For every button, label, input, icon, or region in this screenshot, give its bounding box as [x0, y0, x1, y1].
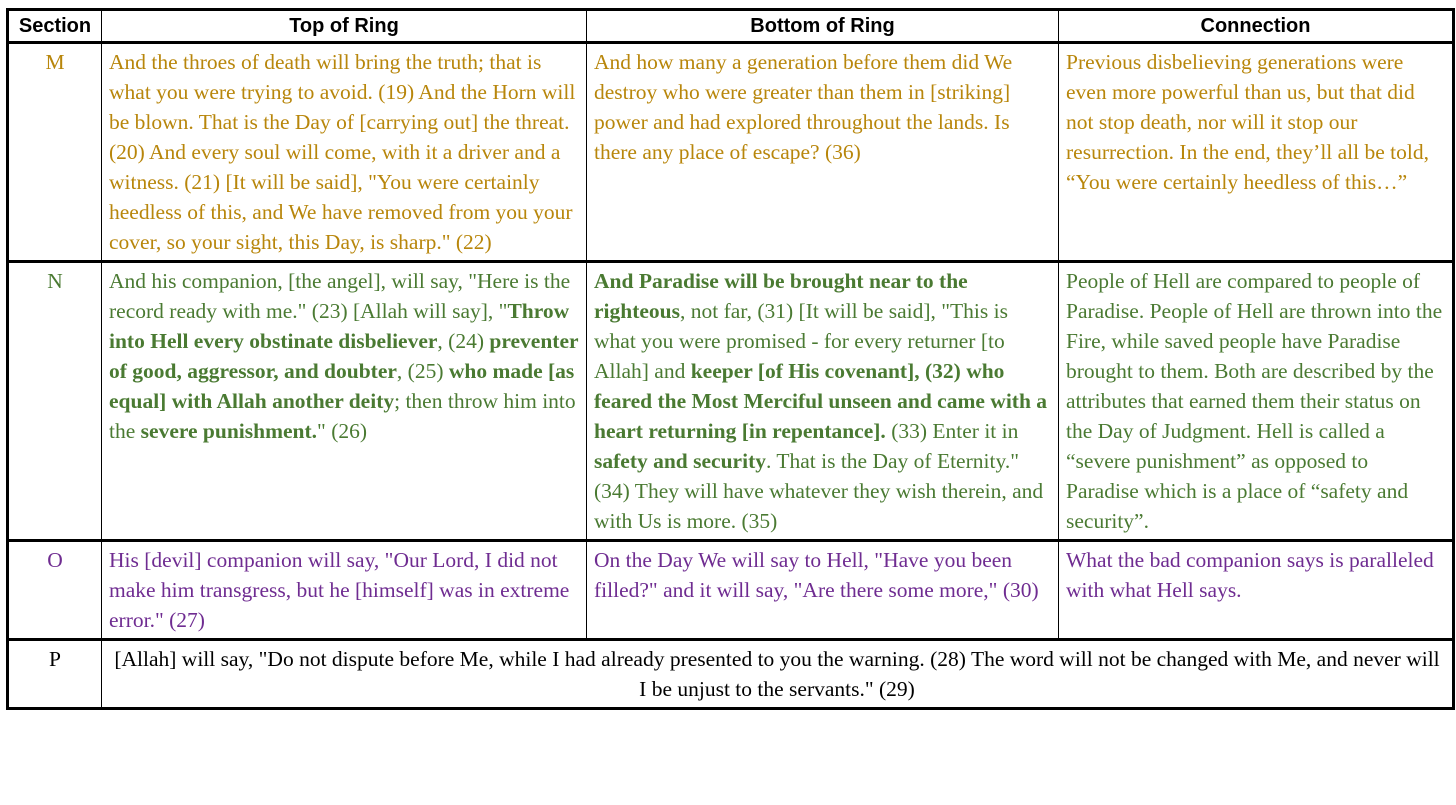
header-bottom-of-ring: Bottom of Ring	[587, 10, 1059, 43]
ring-structure-table	[6, 8, 1455, 710]
connection-cell: What the bad companion says is paralleled with what Hell says.	[1059, 541, 1454, 640]
table-row-n	[8, 262, 1454, 541]
top-of-ring-cell	[102, 43, 587, 262]
verse-text: ; then throw him into the	[109, 389, 576, 443]
bottom-of-ring-cell	[587, 262, 1059, 541]
verse-text: And the throes of death will bring the truth; that is what you were trying to avoid. (19) And the Horn will be blown. That is the Day of [carrying out] the threat. (20) And every soul will come, with it a driver and a witness. (21) [It will be said], "You were certainly heedless of this, and We have removed from you your cover, so your sight, this Day, is sharp." (22)	[109, 50, 576, 254]
verse-text: , not far, (31) [It will be said], "This is what you were promised - for every returner [to Allah] and	[594, 299, 1008, 383]
emphasized-text: safety and security	[594, 449, 766, 473]
header-row	[8, 10, 1454, 43]
connection-cell: Previous disbelieving generations were even more powerful than us, but that did not stop death, nor will it stop our resurrection. In the end, they’ll all be told, “You were certainly heedless of this…”	[1059, 43, 1454, 262]
verse-text: And his companion, [the angel], will say, "Here is the record ready with me." (23) [Allah will say], "	[109, 269, 571, 323]
verse-text: And how many a generation before them did We destroy who were greater than them in [striking] power and had explored throughout the lands. Is there any place of escape? (36)	[594, 50, 1013, 164]
verse-text: , (25)	[396, 359, 449, 383]
emphasized-text: keeper [of His covenant], (32) who feared the Most Merciful unseen and came with a heart returning [in repentance].	[594, 359, 1048, 443]
table-row-m	[8, 43, 1454, 262]
header-top-of-ring: Top of Ring	[102, 10, 587, 43]
verse-text: " (26)	[317, 419, 368, 443]
top-of-ring-cell	[102, 262, 587, 541]
verse-text: On the Day We will say to Hell, "Have you been filled?" and it will say, "Are there some more," (30)	[594, 548, 1039, 602]
verse-text: His [devil] companion will say, "Our Lord, I did not make him transgress, but he [himself] was in extreme error." (27)	[109, 548, 570, 632]
section-label: M	[8, 43, 102, 262]
connection-cell: People of Hell are compared to people of Paradise. People of Hell are thrown into the Fire, while saved people have Paradise brought to them. Both are described by the attributes that earned them their status on the Day of Judgment. Hell is called a “severe punishment” as opposed to Paradise which is a place of “safety and security”.	[1059, 262, 1454, 541]
section-label: N	[8, 262, 102, 541]
section-label: O	[8, 541, 102, 640]
emphasized-text: who made [as equal] with Allah another deity	[109, 359, 575, 413]
verse-text: (33) Enter it in	[885, 419, 1019, 443]
emphasized-text: Throw into Hell every obstinate disbeliever	[109, 299, 570, 353]
emphasized-text: preventer of good, aggressor, and doubter	[109, 329, 579, 383]
bottom-of-ring-cell	[587, 43, 1059, 262]
emphasized-text: severe punishment.	[140, 419, 318, 443]
top-of-ring-cell	[102, 541, 587, 640]
header-section: Section	[8, 10, 102, 43]
table-row-p	[8, 640, 1454, 709]
center-of-ring-cell: [Allah] will say, "Do not dispute before Me, while I had already presented to you the warning. (28) The word will not be changed with Me, and never will I be unjust to the servants." (29)	[102, 640, 1454, 709]
emphasized-text: And Paradise will be brought near to the righteous	[594, 269, 968, 323]
verse-text: . That is the Day of Eternity." (34) They will have whatever they wish therein, and with Us is more. (35)	[594, 449, 1044, 533]
verse-text: , (24)	[437, 329, 490, 353]
bottom-of-ring-cell	[587, 541, 1059, 640]
header-connection: Connection	[1059, 10, 1454, 43]
section-label: P	[8, 640, 102, 709]
table-row-o	[8, 541, 1454, 640]
